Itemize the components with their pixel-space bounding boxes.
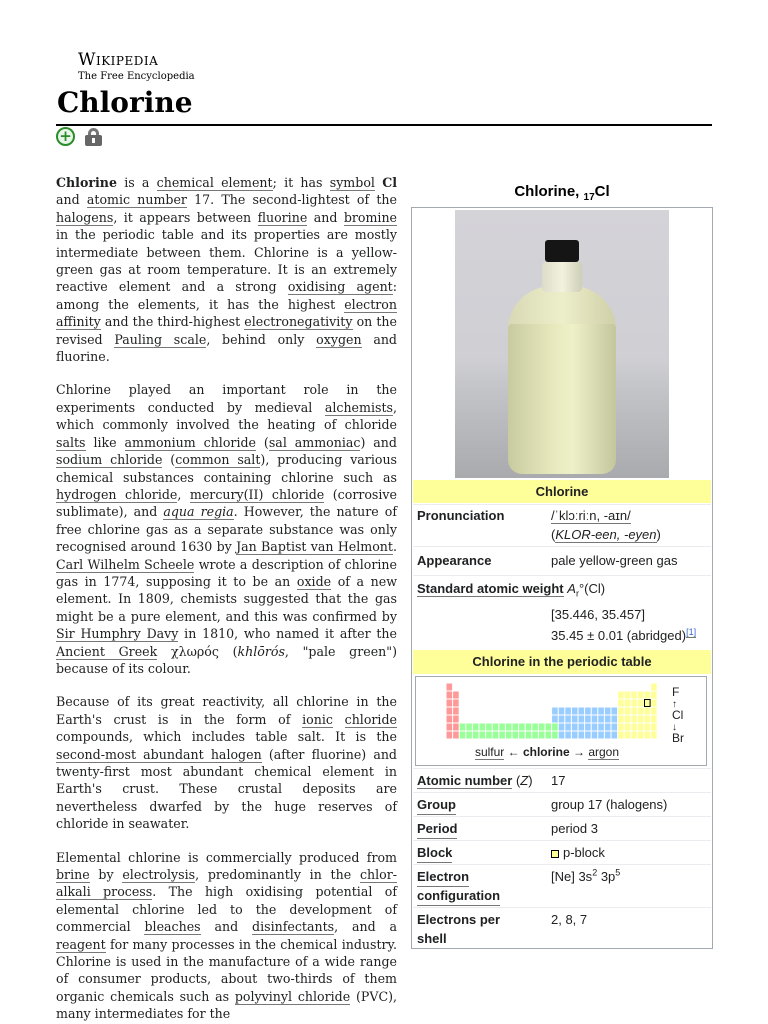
article-link[interactable]: symbol	[329, 175, 375, 190]
periodic-table-cell[interactable]	[473, 724, 479, 731]
periodic-table-cell[interactable]	[579, 724, 585, 731]
electron-configuration-label-line2[interactable]: configuration	[417, 886, 500, 906]
article-link[interactable]: Pauling scale	[114, 331, 207, 347]
periodic-table-cell[interactable]	[618, 708, 624, 715]
periodic-table-header: Chlorine in the periodic table	[413, 650, 711, 674]
periodic-table-cell[interactable]	[612, 716, 618, 723]
row-period	[413, 816, 711, 839]
article-text: (	[255, 434, 269, 450]
article-link[interactable]: ammonium chloride	[124, 434, 256, 450]
periodic-table-cell[interactable]	[645, 732, 651, 739]
article-text: in 1810, who named it after the	[178, 626, 397, 642]
periodic-table-cell[interactable]	[618, 732, 624, 739]
article-link[interactable]: fluorine	[257, 209, 308, 225]
periodic-table-cell[interactable]	[486, 732, 492, 739]
row-electron-configuration	[413, 864, 711, 906]
periodic-table-cell[interactable]	[559, 724, 565, 731]
article-text: and	[56, 192, 87, 208]
article-link[interactable]: reagent	[56, 936, 106, 952]
infobox-title-text: Chlorine,	[514, 183, 584, 200]
periodic-table-cell[interactable]	[625, 732, 631, 739]
config-core: [Ne] 3s	[551, 869, 593, 884]
article-link[interactable]: halogens	[56, 209, 114, 225]
article-text: . However, the nature of free chlorine gas as a separate substance was only recognised around 1630 by	[56, 504, 398, 555]
article-text: and	[200, 919, 253, 935]
article-link[interactable]: Carl Wilhelm Scheele	[56, 556, 195, 572]
article-link[interactable]: Jan Baptist van Helmont	[236, 539, 393, 555]
article-text: (PVC), many intermediates for the	[56, 988, 397, 1022]
logo-tagline: The Free Encyclopedia	[78, 71, 195, 82]
bottle-image	[502, 240, 622, 476]
article-text: 17. The second-lightest of the	[186, 192, 397, 208]
periodic-table-cell[interactable]	[618, 716, 624, 723]
article-text: of a new element. In 1809, chemists suggested that the gas might be a pure element, and this was confirmed by	[56, 573, 397, 624]
pronunciation-label: Pronunciation	[417, 508, 505, 523]
article-text: in the periodic table and its properties are mostly intermediate between them. Chlorine is a yellow-green gas at room temperature. It is an extremely reactive element and a strong	[56, 227, 397, 295]
periodic-table-cell[interactable]	[572, 708, 578, 715]
article-link[interactable]: bleaches	[144, 919, 201, 935]
article-text: : among the elements, it has the highest	[56, 279, 397, 312]
article-link[interactable]: brine	[56, 867, 90, 883]
article-link[interactable]: electrolysis	[122, 867, 196, 883]
article-link[interactable]: alchemists	[324, 399, 393, 415]
row-atomic-number	[413, 768, 711, 791]
article-text: , behind only	[206, 331, 317, 347]
element-above[interactable]: F	[672, 685, 680, 699]
periodic-table-cell[interactable]	[592, 708, 598, 715]
periodic-table-cell[interactable]	[552, 708, 558, 715]
periodic-table-cell[interactable]	[579, 732, 585, 739]
row-pronunciation	[413, 504, 711, 545]
periodic-table-cell[interactable]	[631, 724, 637, 731]
periodic-table-cell[interactable]	[493, 732, 499, 739]
article-text: ,	[177, 486, 190, 502]
neighbor-right-link[interactable]: argon	[588, 745, 620, 759]
periodic-table-cell[interactable]	[453, 724, 459, 731]
periodic-table-cell[interactable]	[651, 692, 657, 699]
element-below[interactable]: Br	[672, 731, 684, 745]
reference-1-link[interactable]: [1]	[686, 626, 697, 637]
article-link[interactable]: second-most abundant halogen	[56, 746, 262, 762]
article-paragraph-1	[56, 174, 397, 365]
article-link[interactable]: chlor-alkali process	[56, 867, 397, 900]
article-body	[56, 174, 397, 1024]
article-text: , and a	[334, 919, 398, 935]
article-text: Elemental chlorine is commercially produced from	[56, 849, 397, 865]
appearance-value: pale yellow-green gas	[551, 553, 678, 568]
periodic-table-cell[interactable]	[631, 700, 637, 707]
wikipedia-logo[interactable]	[78, 50, 195, 83]
periodic-table-cell[interactable]	[453, 732, 459, 739]
article-text: and the third-highest	[100, 314, 245, 330]
atomic-weight-abridged: 35.45 ± 0.01 (abridged)	[551, 628, 687, 643]
periodic-table-cell[interactable]	[579, 708, 585, 715]
atomic-number-open-paren: (	[512, 773, 521, 788]
article-link[interactable]: oxidising agent	[287, 279, 393, 295]
infobox	[411, 207, 713, 949]
config-p-exponent: 5	[615, 867, 621, 878]
periodic-table-cell[interactable]	[546, 732, 552, 739]
article-link[interactable]: chloride	[344, 711, 397, 727]
article-text: like	[85, 434, 125, 450]
periodic-table-cell[interactable]	[466, 732, 472, 739]
atomic-number-value: 17	[551, 773, 566, 788]
group-label[interactable]: Group	[417, 795, 456, 815]
periodic-table-cell[interactable]	[585, 724, 591, 731]
periodic-table-cell[interactable]	[618, 700, 624, 707]
article-text: Chlorine played an important role in the experiments conducted by medieval	[56, 382, 397, 415]
article-text: (	[162, 452, 176, 468]
periodic-table-cell[interactable]	[453, 700, 459, 707]
periodic-table-cell[interactable]	[612, 724, 618, 731]
periodic-table-cell[interactable]	[565, 716, 571, 723]
infobox-name-header: Chlorine	[413, 480, 711, 503]
periodic-table-cell[interactable]	[605, 708, 611, 715]
periodic-table-cell[interactable]	[651, 700, 657, 707]
periodic-table-cell[interactable]	[546, 724, 552, 731]
periodic-table-cell[interactable]	[447, 724, 453, 731]
periodic-table-cell[interactable]	[651, 724, 657, 731]
article-text: khlōrós	[237, 643, 285, 659]
periodic-table-cell[interactable]	[618, 724, 624, 731]
article-paragraph-3	[56, 693, 397, 832]
article-text: wrote a description of chlorine gas in 1774, supposing it to be an	[56, 556, 397, 589]
article-link[interactable]: chemical element	[156, 175, 273, 190]
periodic-table-cell[interactable]	[651, 732, 657, 739]
article-link[interactable]: oxygen	[316, 331, 362, 347]
arrow-left-icon: ←	[504, 745, 523, 759]
periodic-table-cell[interactable]	[572, 732, 578, 739]
article-text: by	[89, 867, 123, 883]
periodic-table-cell[interactable]	[513, 732, 519, 739]
periodic-table-cell[interactable]	[552, 716, 558, 723]
periodic-table-widget	[415, 676, 707, 766]
periodic-table-cell[interactable]	[638, 708, 644, 715]
periodic-table-cell[interactable]	[539, 732, 545, 739]
periodic-table-cell[interactable]	[460, 732, 466, 739]
electrons-per-shell-value: 2, 8, 7	[551, 912, 588, 927]
periodic-table-cell[interactable]	[473, 732, 479, 739]
atomic-weight-label[interactable]: Standard atomic weight	[417, 581, 564, 596]
periodic-table-cell[interactable]	[645, 708, 651, 715]
periodic-table-cell[interactable]	[598, 724, 604, 731]
periodic-table-cell[interactable]	[506, 732, 512, 739]
bold-term: Chlorine	[56, 175, 117, 190]
periodic-table-cell[interactable]	[625, 716, 631, 723]
periodic-table-cell[interactable]	[486, 724, 492, 731]
periodic-table-cell[interactable]	[559, 732, 565, 739]
page-title: Chlorine	[57, 86, 193, 119]
periodic-table-cell[interactable]	[618, 692, 624, 699]
periodic-table-cell[interactable]	[585, 732, 591, 739]
row-block	[413, 840, 711, 863]
periodic-table-cell[interactable]	[519, 724, 525, 731]
row-appearance	[413, 546, 711, 574]
periodic-table-cell[interactable]	[645, 724, 651, 731]
config-mid: 3p	[597, 869, 616, 884]
infobox-title-symbol: Cl	[594, 183, 610, 200]
article-link[interactable]: aqua regia	[163, 504, 234, 520]
periodic-table-cell[interactable]	[565, 732, 571, 739]
article-link[interactable]: Sir Humphry Davy	[56, 626, 179, 642]
periodic-table-cell[interactable]	[493, 724, 499, 731]
periodic-table-cell[interactable]	[447, 700, 453, 707]
periodic-table-cell[interactable]	[651, 684, 657, 691]
periodic-table-cell[interactable]	[631, 732, 637, 739]
period-label[interactable]: Period	[417, 819, 457, 839]
periodic-table-cell[interactable]	[499, 724, 505, 731]
periodic-table-cell[interactable]	[526, 732, 532, 739]
periodic-table-cell[interactable]	[447, 708, 453, 715]
electrons-per-shell-label-line1: Electrons per	[417, 912, 501, 927]
article-text: on the revised	[56, 314, 397, 347]
periodic-table-cell[interactable]	[526, 724, 532, 731]
periodic-table-cell[interactable]	[572, 724, 578, 731]
row-group	[413, 792, 711, 815]
p-block-swatch-icon	[551, 850, 559, 858]
periodic-table-cell[interactable]	[453, 708, 459, 715]
pronunciation-open-paren: (	[551, 527, 556, 542]
periodic-table-cell[interactable]	[631, 716, 637, 723]
article-link[interactable]: polyvinyl chloride	[234, 988, 351, 1004]
article-link[interactable]: sodium chloride	[56, 452, 163, 468]
periodic-table-cell[interactable]	[572, 716, 578, 723]
periodic-table-cell[interactable]	[565, 708, 571, 715]
periodic-table-cell[interactable]	[598, 716, 604, 723]
article-link[interactable]: common salt	[175, 452, 261, 468]
periodic-table-cell[interactable]	[447, 692, 453, 699]
periodic-table-cell[interactable]	[506, 724, 512, 731]
article-text: . The high oxidising potential of elemental chlorine led to the development of commercial	[56, 884, 397, 935]
article-link[interactable]: Ancient Greek	[56, 643, 158, 659]
pronunciation-respelling[interactable]: KLOR-een, -eyen	[555, 527, 657, 542]
periodic-table-cell[interactable]	[585, 708, 591, 715]
periodic-table-cell[interactable]	[605, 724, 611, 731]
status-indicators	[56, 127, 103, 146]
periodic-table-cell[interactable]	[513, 724, 519, 731]
periodic-table-cell[interactable]	[645, 692, 651, 699]
periodic-table-cell[interactable]	[598, 732, 604, 739]
title-divider	[56, 124, 712, 126]
periodic-table-cell[interactable]	[612, 708, 618, 715]
periodic-table-cell[interactable]	[605, 716, 611, 723]
periodic-table-cell[interactable]	[552, 724, 558, 731]
periodic-table-cell[interactable]	[638, 716, 644, 723]
article-link[interactable]: electronegativity	[244, 314, 353, 330]
periodic-table-cell[interactable]	[592, 732, 598, 739]
periodic-table-cell[interactable]	[539, 724, 545, 731]
periodic-table-cell[interactable]	[592, 724, 598, 731]
article-text: ) and	[360, 434, 397, 450]
row-electrons-per-shell	[413, 907, 711, 949]
bold-term: Cl	[382, 175, 397, 190]
periodic-table-cell[interactable]	[559, 716, 565, 723]
article-link[interactable]: hydrogen chloride	[56, 486, 178, 502]
article-link[interactable]: salts	[56, 434, 86, 450]
periodic-table-cell[interactable]	[638, 692, 644, 699]
plus-circle-icon[interactable]: +	[56, 127, 75, 146]
article-text: , "pale green") because of its colour.	[56, 643, 397, 676]
article-text: Because of its great reactivity, all chlorine in the Earth's crust is in the form of	[56, 694, 397, 727]
article-text: χλωρός (	[157, 643, 238, 659]
article-text: for many processes in the chemical industry. Chlorine is used in the manufacture of a wide range of consumer products, about two-thirds of them organic chemicals such as	[56, 936, 397, 1004]
atomic-weight-range: [35.446, 35.457]	[551, 607, 645, 622]
periodic-table-cell[interactable]	[638, 700, 644, 707]
article-text: ; it has	[272, 175, 330, 190]
block-label[interactable]: Block	[417, 843, 452, 863]
lock-icon[interactable]	[84, 127, 103, 146]
periodic-neighbors	[416, 745, 678, 759]
neighbor-current: chlorine	[522, 745, 570, 759]
periodic-table-cell[interactable]	[480, 724, 486, 731]
periodic-table-cell[interactable]	[605, 732, 611, 739]
periodic-table-cell[interactable]	[447, 684, 453, 691]
article-text: is a	[116, 175, 157, 190]
highlighted-element-cell[interactable]	[645, 700, 651, 707]
periodic-table-cell[interactable]	[638, 724, 644, 731]
period-value: period 3	[551, 821, 598, 836]
article-link[interactable]: bromine	[343, 209, 398, 225]
periodic-table-cell[interactable]	[480, 732, 486, 739]
atomic-number-symbol: Z	[520, 773, 529, 788]
periodic-table-cell[interactable]	[565, 724, 571, 731]
atomic-weight-symbol: A	[567, 581, 576, 596]
periodic-table-cell[interactable]	[559, 708, 565, 715]
periodic-table-cell[interactable]	[598, 708, 604, 715]
group-value: group 17 (halogens)	[551, 797, 668, 812]
periodic-table-cell[interactable]	[631, 708, 637, 715]
article-text: , it appears between	[113, 209, 258, 225]
atomic-number-close-paren: )	[528, 773, 533, 788]
infobox-title-subscript: 17	[583, 192, 595, 203]
periodic-table-cell[interactable]	[552, 732, 558, 739]
article-link[interactable]: atomic number	[86, 192, 187, 208]
infobox-title	[411, 181, 713, 209]
article-paragraph-4	[56, 849, 397, 1023]
arrow-up-icon: ↑	[672, 699, 677, 710]
arrow-down-icon: ↓	[672, 722, 677, 733]
article-link[interactable]: sal ammoniac	[268, 434, 361, 450]
periodic-table-cell[interactable]	[519, 732, 525, 739]
atomic-number-label[interactable]: Atomic number	[417, 773, 513, 788]
article-text: compounds, which includes table salt. It is the	[56, 729, 397, 745]
periodic-table-cell[interactable]	[592, 716, 598, 723]
periodic-table-cell[interactable]	[447, 716, 453, 723]
periodic-table-cell[interactable]	[532, 724, 538, 731]
periodic-table-cell[interactable]	[612, 732, 618, 739]
article-paragraph-2	[56, 381, 397, 677]
article-link[interactable]: ionic	[302, 711, 333, 727]
periodic-table-cell[interactable]	[453, 692, 459, 699]
article-text: ), producing various chemical substances containing chlorine such as	[56, 452, 398, 485]
periodic-table-cell[interactable]	[585, 716, 591, 723]
periodic-table-cell[interactable]	[625, 700, 631, 707]
block-value: p-block	[563, 845, 605, 860]
periodic-table-cell[interactable]	[532, 732, 538, 739]
neighbor-left-link[interactable]: sulfur	[474, 745, 505, 759]
logo-wordmark: Wikipedia	[78, 50, 159, 70]
article-link[interactable]: disinfectants	[252, 919, 335, 935]
pronunciation-close-paren: )	[656, 527, 661, 542]
article-text	[333, 712, 345, 727]
periodic-table-cell[interactable]	[625, 692, 631, 699]
article-link[interactable]: electron affinity	[56, 296, 397, 330]
periodic-table-cell[interactable]	[453, 716, 459, 723]
periodic-table-cell[interactable]	[625, 708, 631, 715]
periodic-table-grid[interactable]	[446, 683, 696, 747]
article-link[interactable]: mercury(II) chloride	[189, 486, 325, 502]
periodic-table-cell[interactable]	[579, 716, 585, 723]
periodic-table-cell[interactable]	[651, 716, 657, 723]
element-current: Cl	[672, 708, 684, 722]
article-text: , predominantly in the	[195, 867, 360, 883]
pronunciation-ipa[interactable]: /ˈklɔːriːn, -aɪn/	[551, 508, 631, 523]
article-text: (after fluorine) and twenty-first most abundant chemical element in Earth's crust. These crustal deposits are nevertheless dwarfed by the huge reserves of chloride in seawater.	[56, 746, 397, 832]
article-text: (corrosive sublimate), and	[56, 486, 397, 520]
atomic-weight-symbol-rest: °(Cl)	[578, 581, 606, 596]
periodic-table-cell[interactable]	[645, 716, 651, 723]
periodic-table-cell[interactable]	[651, 708, 657, 715]
article-text: and	[307, 209, 344, 225]
article-link[interactable]: oxide	[296, 573, 332, 589]
periodic-table-cell[interactable]	[460, 724, 466, 731]
atomic-weight-symbol-sub: r	[575, 588, 579, 599]
periodic-table-cell[interactable]	[638, 732, 644, 739]
periodic-table-cell[interactable]	[466, 724, 472, 731]
article-text: and fluorine.	[56, 331, 397, 365]
electrons-per-shell-label-line2: shell	[417, 931, 447, 946]
periodic-table-cell[interactable]	[631, 692, 637, 699]
periodic-table-cell[interactable]	[625, 724, 631, 731]
electron-configuration-label-line1[interactable]: Electron	[417, 867, 469, 887]
article-text: .	[392, 539, 397, 555]
periodic-table-cell[interactable]	[499, 732, 505, 739]
chlorine-gas-photo[interactable]	[455, 210, 669, 478]
row-atomic-weight	[413, 575, 711, 649]
appearance-label: Appearance	[417, 553, 492, 568]
periodic-table-cell[interactable]	[447, 732, 453, 739]
config-s-exponent: 2	[592, 867, 598, 878]
article-text: , which commonly involved the heating of chloride	[56, 399, 397, 433]
arrow-right-icon: →	[569, 745, 589, 759]
